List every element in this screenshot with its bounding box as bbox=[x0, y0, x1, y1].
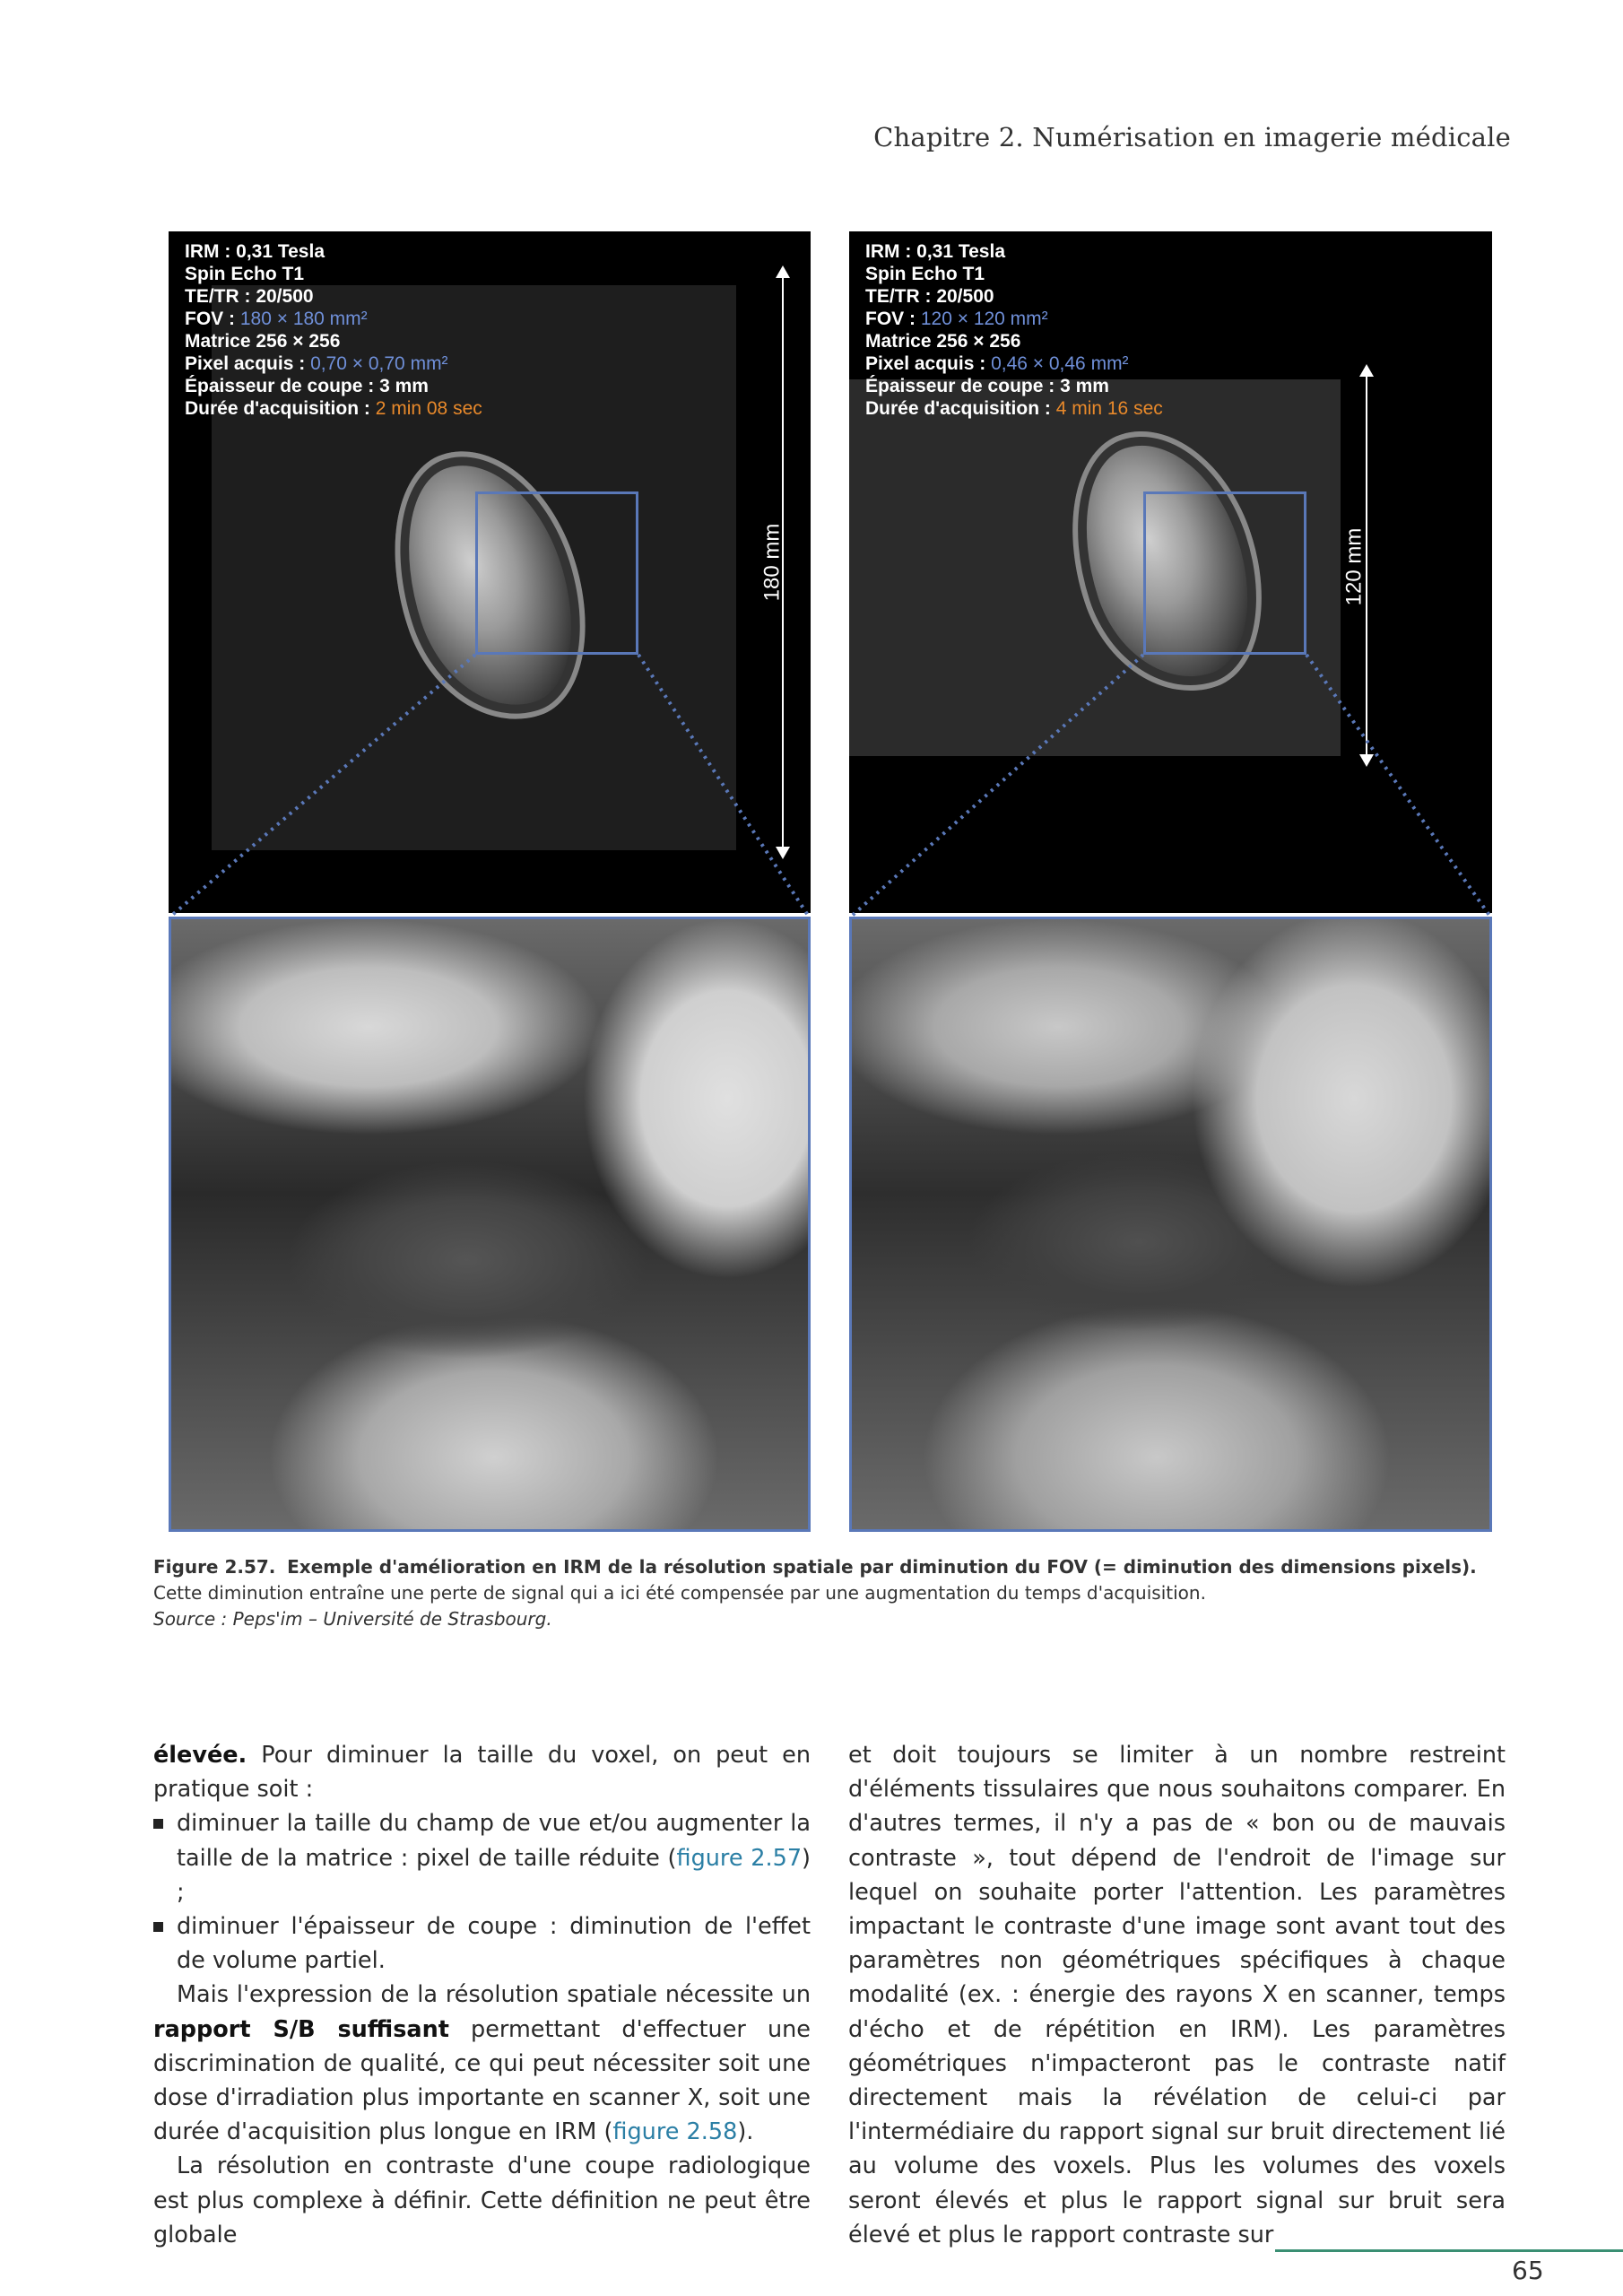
page-number: 65 bbox=[1512, 2256, 1544, 2285]
bold-eleve: élevée. bbox=[153, 1742, 247, 1769]
mri-parameter-value: 0,46 × 0,46 mm² bbox=[991, 353, 1129, 374]
mri-parameter-value: 0,70 × 0,70 mm² bbox=[310, 353, 448, 374]
mri-parameter-label: Matrice 256 × 256 bbox=[865, 331, 1021, 352]
mri-parameter-label: FOV : bbox=[865, 309, 921, 329]
paragraph-2-text: Mais l'expression de la résolution spatiale nécessite un bbox=[177, 1981, 811, 2009]
bullet-1-end: ) ; bbox=[177, 1844, 811, 1906]
paragraph-right: et doit toujours se limiter à un nombre restreint d'éléments tissulaires que nous souhaitons comparer. En d'autres termes, il n'y a pas de « bon ou de mauvais contraste », tout dépend de l'endroit de l'image sur lequel on souhaite porter l'attention. Les paramètres impactant le contraste d'une image sont avant tout des paramètres non géométriques spécifiques à chaque modalité (ex. : énergie des rayons X en scanner, temps d'écho et de répétition en IRM). Les paramètres géométriques n'impacteront pas le contraste natif directement mais la révélation de celui-ci par l'intermédiaire du rapport signal sur bruit directement lié au volume des voxels. Plus les volumes des voxels seront élevés et plus le rapport signal sur bruit sera élevé et plus le rapport contraste sur bbox=[848, 1742, 1506, 2248]
mri-parameter-value: 2 min 08 sec bbox=[375, 398, 482, 419]
mri-parameter-label: TE/TR : 20/500 bbox=[185, 286, 314, 307]
figure-title: Exemple d'amélioration en IRM de la résolution spatiale par diminution du FOV (= diminution des dimensions pixels). bbox=[287, 1556, 1477, 1578]
square-bullet-icon bbox=[153, 1819, 163, 1829]
mri-parameter-label: Matrice 256 × 256 bbox=[185, 331, 341, 352]
figure-number: Figure 2.57. bbox=[153, 1556, 276, 1578]
paragraph-1-text: Pour diminuer la taille du voxel, on peut en pratique soit : bbox=[153, 1742, 811, 1804]
mri-parameter-label: IRM : 0,31 Tesla bbox=[865, 241, 1006, 262]
bold-rapport-sb: rapport S/B suffisant bbox=[153, 2015, 449, 2043]
bullet-1-text: diminuer la taille du champ de vue et/ou augmenter la taille de la matrice : pixel de taille réduite ( bbox=[177, 1810, 811, 1872]
mri-parameter-value: 120 × 120 mm² bbox=[920, 309, 1048, 329]
mri-parameter-value: 4 min 16 sec bbox=[1055, 398, 1163, 419]
caption-line-2: Cette diminution entraîne une perte de signal qui a ici été compensée par une augmentation du temps d'acquisition. bbox=[153, 1582, 1206, 1604]
bullet-list bbox=[153, 1806, 811, 1978]
square-bullet-icon bbox=[153, 1922, 163, 1932]
paragraph-2-end: ). bbox=[737, 2118, 754, 2146]
running-header: Chapitre 2. Numérisation en imagerie médicale bbox=[873, 122, 1511, 152]
mri-parameter-label: IRM : 0,31 Tesla bbox=[185, 241, 325, 262]
body-column-right bbox=[848, 1738, 1506, 2252]
paragraph-3: La résolution en contraste d'une coupe radiologique est plus complexe à définir. Cette définition ne peut être globale bbox=[153, 2152, 811, 2248]
figure-source: Source : Peps'im – Université de Strasbourg. bbox=[153, 1608, 552, 1630]
measure-label-right: 120 mm bbox=[1341, 527, 1367, 606]
mri-parameter-label: TE/TR : 20/500 bbox=[865, 286, 994, 307]
mri-parameter-label: Durée d'acquisition : bbox=[185, 398, 376, 419]
figure-2-58-link[interactable]: figure 2.58 bbox=[612, 2118, 738, 2146]
mri-parameter-label: Spin Echo T1 bbox=[185, 264, 305, 284]
footer-rule bbox=[1275, 2249, 1623, 2252]
mri-parameter-label: Pixel acquis : bbox=[185, 353, 311, 374]
figure-2-57-link[interactable]: figure 2.57 bbox=[676, 1844, 803, 1872]
bullet-2-text: diminuer l'épaisseur de coupe : diminution de l'effet de volume partiel. bbox=[177, 1913, 811, 1975]
mri-parameter-label: FOV : bbox=[185, 309, 240, 329]
measure-label-left: 180 mm bbox=[759, 523, 785, 602]
paragraph-2-text-2: permettant d'effectuer une discrimination de qualité, ce qui peut nécessiter soit une dose d'irradiation plus importante en scanner X, soit une durée d'acquisition plus longue en IRM ( bbox=[153, 2015, 811, 2146]
mri-parameter-label: Épaisseur de coupe : 3 mm bbox=[865, 376, 1109, 396]
mri-parameter-label: Spin Echo T1 bbox=[865, 264, 985, 284]
mri-parameter-value: 180 × 180 mm² bbox=[239, 309, 368, 329]
mri-parameter-label: Pixel acquis : bbox=[865, 353, 992, 374]
body-column-left bbox=[153, 1738, 811, 2252]
mri-parameter-label: Épaisseur de coupe : 3 mm bbox=[185, 376, 429, 396]
list-item bbox=[153, 1806, 811, 1909]
mri-parameter-label: Durée d'acquisition : bbox=[865, 398, 1056, 419]
list-item bbox=[153, 1909, 811, 1978]
